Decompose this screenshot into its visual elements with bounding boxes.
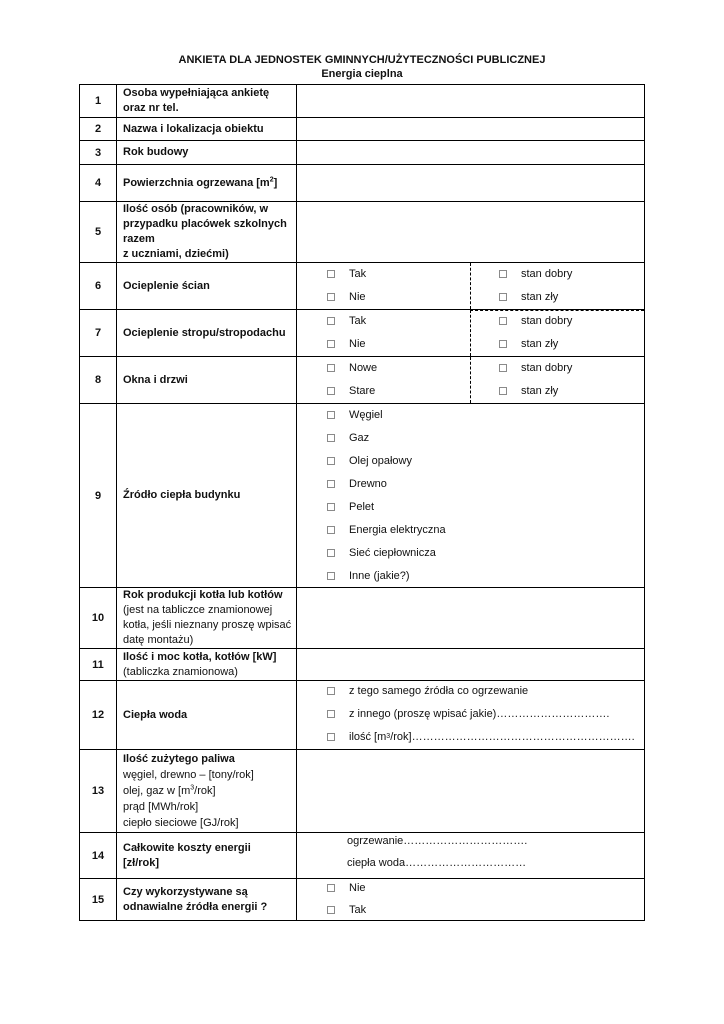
table-row — [80, 750, 644, 833]
checkbox-icon[interactable] — [327, 340, 335, 348]
form-title: ANKIETA DLA JEDNOSTEK GMINNYCH/UŻYTECZNOŚCI PUBLICZNEJ — [178, 54, 546, 66]
table-row — [80, 357, 644, 404]
checkbox-icon[interactable] — [327, 457, 335, 465]
table-row — [80, 879, 644, 921]
checkbox-icon[interactable] — [327, 526, 335, 534]
row-number: 12 — [80, 681, 117, 749]
answer-field-object-name[interactable] — [297, 118, 644, 140]
checkbox-icon[interactable] — [327, 549, 335, 557]
checkbox-option[interactable]: stan dobry — [469, 264, 572, 284]
row-label: Rok produkcji kotła lub kotłów (jest na tabliczce znamionowej kotła, jeśli nieznany proszę wpisać datę montażu) — [116, 588, 297, 648]
row-label: Czy wykorzystywane są odnawialne źródła energii ? — [116, 879, 297, 921]
checkbox-icon[interactable] — [499, 387, 507, 395]
checkbox-icon[interactable] — [327, 434, 335, 442]
checkbox-option[interactable]: Inne (jakie?) — [297, 566, 410, 586]
row-number: 4 — [80, 165, 117, 201]
checkbox-icon[interactable] — [327, 503, 335, 511]
checkbox-icon[interactable] — [327, 884, 335, 892]
checkbox-option[interactable]: Olej opałowy — [297, 451, 412, 471]
checkbox-option[interactable]: Węgiel — [297, 405, 383, 425]
row-number: 6 — [80, 263, 117, 309]
row-label: Ocieplenie stropu/stropodachu — [116, 310, 297, 356]
row-number: 13 — [80, 750, 117, 832]
table-row — [80, 118, 644, 141]
checkbox-icon[interactable] — [327, 411, 335, 419]
row-number: 15 — [80, 879, 117, 921]
answer-field-contact[interactable] — [297, 85, 644, 117]
checkbox-icon[interactable] — [327, 387, 335, 395]
row-label: Nazwa i lokalizacja obiektu — [116, 118, 297, 140]
hot-water-cost-field[interactable]: ciepła woda…………………………… — [347, 857, 527, 869]
survey-table — [79, 84, 645, 921]
checkbox-option[interactable]: Tak — [297, 901, 366, 919]
table-row — [80, 833, 644, 879]
checkbox-option[interactable]: stan dobry — [469, 358, 572, 378]
checkbox-option[interactable]: Nie — [297, 334, 366, 354]
checkbox-icon[interactable] — [327, 710, 335, 718]
table-row — [80, 165, 644, 202]
checkbox-option[interactable]: Tak — [297, 264, 366, 284]
checkbox-option[interactable]: stan zły — [469, 287, 558, 307]
table-row — [80, 310, 644, 357]
row-number: 5 — [80, 202, 117, 262]
table-row — [80, 202, 644, 263]
checkbox-option[interactable]: z tego samego źródła co ogrzewanie — [297, 681, 528, 701]
row-label: Osoba wypełniająca ankietę oraz nr tel. — [116, 85, 297, 117]
checkbox-icon[interactable] — [327, 480, 335, 488]
answer-field-fuel-usage[interactable] — [297, 750, 644, 832]
checkbox-option[interactable]: Stare — [297, 381, 375, 401]
answer-field-boiler-power[interactable] — [297, 649, 644, 680]
answer-field-build-year[interactable] — [297, 141, 644, 164]
checkbox-option[interactable]: Energia elektryczna — [297, 520, 446, 540]
checkbox-icon[interactable] — [327, 733, 335, 741]
checkbox-option[interactable]: stan dobry — [469, 311, 572, 331]
row-label: Powierzchnia ogrzewana $[m^2]$ — [116, 165, 297, 201]
row-label: Ilość i moc kotła, kotłów [kW] (tabliczka znamionowa) — [116, 649, 297, 680]
heating-cost-field[interactable]: ogrzewanie……………………………. — [347, 835, 528, 847]
row-label: Okna i drzwi — [116, 357, 297, 403]
checkbox-option[interactable]: Nie — [297, 879, 366, 897]
row-label: Całkowite koszty energii [zł/rok] — [116, 833, 297, 878]
checkbox-icon[interactable] — [499, 364, 507, 372]
table-row — [80, 263, 644, 310]
row-label: Ilość osób (pracowników, w przypadku placówek szkolnych razem z uczniami, dziećmi) — [116, 202, 297, 262]
form-subtitle: Energia cieplna — [321, 68, 403, 80]
checkbox-icon[interactable] — [327, 906, 335, 914]
answer-field-persons[interactable] — [297, 202, 644, 262]
table-row — [80, 588, 644, 649]
checkbox-icon[interactable] — [499, 293, 507, 301]
checkbox-option[interactable]: Sieć ciepłownicza — [297, 543, 436, 563]
checkbox-icon[interactable] — [327, 317, 335, 325]
row-label: Ciepła woda — [116, 681, 297, 749]
checkbox-option[interactable]: ilość [m 3 /rok]……………………………………………………. — [297, 727, 635, 747]
checkbox-option[interactable]: z innego (proszę wpisać jakie)…………………………. — [297, 704, 609, 724]
checkbox-option[interactable]: Drewno — [297, 474, 387, 494]
checkbox-icon[interactable] — [327, 293, 335, 301]
row-number: 11 — [80, 649, 117, 680]
row-number: 3 — [80, 141, 117, 164]
checkbox-option[interactable]: stan zły — [469, 334, 558, 354]
checkbox-option[interactable]: Nowe — [297, 358, 377, 378]
row-number: 9 — [80, 404, 117, 587]
row-number: 8 — [80, 357, 117, 403]
checkbox-icon[interactable] — [499, 317, 507, 325]
row-label: Ilość zużytego paliwa węgiel, drewno – [tony/rok] olej, gaz w $[m^3/rok]$ prąd [MWh/rok] ciepło sieciowe [GJ/rok] — [116, 750, 297, 832]
table-row — [80, 85, 644, 118]
checkbox-option[interactable]: Tak — [297, 311, 366, 331]
checkbox-option[interactable]: stan zły — [469, 381, 558, 401]
checkbox-icon[interactable] — [327, 687, 335, 695]
checkbox-option[interactable]: Pelet — [297, 497, 374, 517]
checkbox-icon[interactable] — [499, 270, 507, 278]
checkbox-icon[interactable] — [327, 364, 335, 372]
table-row — [80, 681, 644, 750]
checkbox-icon[interactable] — [327, 572, 335, 580]
checkbox-icon[interactable] — [327, 270, 335, 278]
table-row — [80, 404, 644, 588]
answer-field-heated-area[interactable] — [297, 165, 644, 201]
checkbox-icon[interactable] — [499, 340, 507, 348]
table-row — [80, 649, 644, 681]
checkbox-option[interactable]: Nie — [297, 287, 366, 307]
table-row — [80, 141, 644, 165]
row-number: 1 — [80, 85, 117, 117]
row-number: 2 — [80, 118, 117, 140]
checkbox-option[interactable]: Gaz — [297, 428, 369, 448]
row-label: Rok budowy — [116, 141, 297, 164]
row-label: Źródło ciepła budynku — [116, 404, 297, 587]
answer-field-boiler-year[interactable] — [297, 588, 644, 648]
row-number: 7 — [80, 310, 117, 356]
row-number: 10 — [80, 588, 117, 648]
row-label: Ocieplenie ścian — [116, 263, 297, 309]
row-number: 14 — [80, 833, 117, 878]
